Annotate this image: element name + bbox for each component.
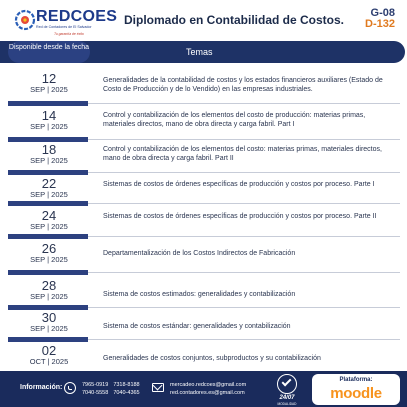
row-topic: Sistemas de costos de órdenes específicas de producción y costos por proceso. Parte II (103, 213, 377, 220)
row-month-year: OCT | 2025 (29, 357, 69, 366)
row-topic: Control y contabilización de los elementos del costo de producción: materias primas, materiales directos, mano de obra directa y carga fabril. Part I (103, 112, 366, 128)
row-separator (8, 170, 400, 175)
row-day: 18 (41, 142, 57, 157)
row-date (8, 242, 90, 265)
row-month-year: SEP | 2025 (30, 85, 68, 94)
badge-main-text: 24/07 (279, 395, 295, 401)
email-address[interactable]: red.contadores.es@gmail.com (170, 390, 245, 396)
row-topic: Sistema de costos estándar: generalidades y contabilización (103, 323, 291, 330)
mail-icon (152, 383, 164, 392)
logo-mark-icon (14, 9, 36, 31)
column-header-bar (0, 41, 407, 63)
row-day: 12 (41, 71, 57, 86)
phone-number[interactable]: 7318-8188 (113, 382, 140, 388)
row-month-year: SEP | 2025 (30, 324, 68, 333)
row-topic: Generalidades de costos conjuntos, subproductos y su contabilización (103, 355, 321, 362)
page-header (0, 0, 407, 40)
row-topic: Control y contabilización de los elementos del costo: materias primas, materiales directos, mano de obra directa y carga fabril. Part II (103, 146, 382, 162)
phone-number[interactable]: 7040-4365 (113, 390, 140, 396)
diploma-code: D-132 (365, 18, 395, 30)
row-day: 24 (41, 208, 57, 223)
row-date (8, 311, 90, 334)
platform-label: Plataforma: (339, 377, 373, 383)
logo-subtitle: Red de Contadores de El Salvador (36, 25, 92, 29)
row-month-year: SEP | 2025 (30, 156, 68, 165)
phone-number[interactable]: 7040-5558 (82, 390, 109, 396)
row-separator (8, 101, 400, 106)
row-separator (8, 270, 400, 275)
row-month-year: SEP | 2025 (30, 222, 68, 231)
moodle-logo: moodle (330, 385, 382, 402)
row-separator (8, 337, 400, 342)
row-date (8, 72, 90, 95)
page-footer (0, 371, 407, 407)
row-date (8, 143, 90, 166)
row-date (8, 109, 90, 132)
group-code: G-08 (370, 7, 395, 19)
row-day: 26 (41, 241, 57, 256)
whatsapp-icon (64, 382, 76, 394)
row-day: 14 (41, 108, 57, 123)
row-topic: Sistemas de costos de órdenes específicas de producción y costos por proceso. Parte I (103, 181, 375, 188)
column-header-topics: Temas (186, 47, 213, 57)
phone-number[interactable]: 7965-0919 (82, 382, 109, 388)
row-date (8, 209, 90, 232)
row-month-year: SEP | 2025 (30, 122, 68, 131)
row-topic: Sistema de costos estimados: generalidades y contabilización (103, 291, 296, 298)
row-separator (8, 201, 400, 206)
row-day: 30 (41, 310, 57, 325)
course-code (365, 8, 395, 30)
row-day: 28 (41, 278, 57, 293)
row-day: 02 (41, 343, 57, 358)
page-title: Diplomado en Contabilidad de Costos. (124, 13, 345, 27)
row-separator (8, 137, 400, 142)
logo-tagline: Tu garantía de éxito (54, 32, 84, 36)
row-month-year: SEP | 2025 (30, 190, 68, 199)
row-date (8, 344, 90, 367)
row-topic: Departamentalización de los Costos Indirectos de Fabricación (103, 250, 296, 257)
redcoes-logo (14, 8, 118, 38)
row-month-year: SEP | 2025 (30, 292, 68, 301)
row-day: 22 (41, 176, 57, 191)
row-separator (8, 234, 400, 239)
row-date (8, 279, 90, 302)
row-separator (8, 305, 400, 310)
row-month-year: SEP | 2025 (30, 255, 68, 264)
row-topic: Generalidades de la contabilidad de costos y los estados financieros auxiliares (Estado de Costo de Producción y de lo Vendido) en las empresas industriales. (103, 77, 383, 93)
logo-text: REDCOES (36, 8, 118, 25)
column-header-date: Disponible desde la fecha (8, 41, 90, 63)
email-address[interactable]: mercadeo.redcoes@gmail.com (170, 382, 247, 388)
row-date (8, 177, 90, 200)
phone-list (82, 381, 145, 397)
badge-sub-text: MODALIDAD (277, 402, 297, 406)
availability-badge (272, 374, 302, 404)
platform-box (312, 374, 400, 405)
info-label: Información: (20, 384, 63, 391)
email-list (170, 381, 246, 397)
